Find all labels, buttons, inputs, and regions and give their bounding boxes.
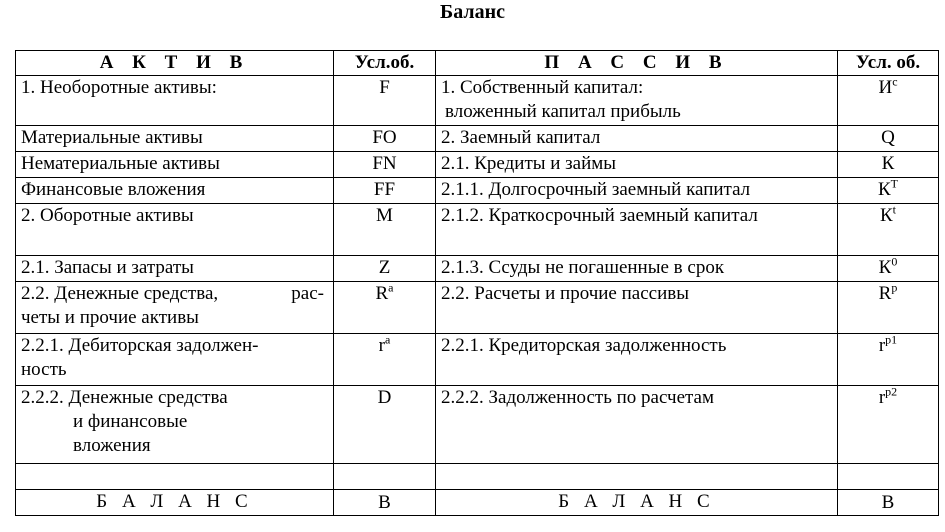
- table-row: [16, 178, 939, 204]
- aktiv-cell: [16, 334, 334, 386]
- aktiv-symbol-cell: M: [334, 204, 436, 256]
- symbol: К: [877, 179, 891, 200]
- symbol: R: [878, 283, 892, 304]
- passiv-cell: 2.2.1. Кредиторская задолженность: [436, 334, 838, 386]
- aktiv-symbol-cell: [334, 282, 436, 334]
- passiv-symbol-cell: К: [838, 152, 939, 178]
- passiv-cell: 2.1. Кредиты и займы: [436, 152, 838, 178]
- symbol-sup: t: [892, 203, 897, 217]
- empty-cell: [838, 464, 939, 490]
- aktiv-cell: [16, 386, 334, 464]
- symbol-sup: a: [385, 333, 391, 347]
- aktiv-line: ность: [21, 359, 67, 380]
- passiv-symbol-cell: Q: [838, 126, 939, 152]
- aktiv-symbol-cell: FN: [334, 152, 436, 178]
- passiv-cell: [436, 76, 838, 126]
- symbol-sup: p1: [885, 333, 898, 347]
- symbol: К: [878, 257, 892, 278]
- passiv-total-symbol: B: [838, 490, 939, 516]
- table-row: [16, 386, 939, 464]
- aktiv-line: [21, 282, 328, 306]
- aktiv-cell: 1. Необоротные активы:: [16, 76, 334, 126]
- aktiv-cell: Нематериальные активы: [16, 152, 334, 178]
- empty-row: [16, 464, 939, 490]
- aktiv-cell: Финансовые вложения: [16, 178, 334, 204]
- aktiv-line-start: 2.2. Денежные средства,: [21, 283, 219, 304]
- header-passiv: П А С С И В: [436, 51, 838, 76]
- header-aktiv: А К Т И В: [16, 51, 334, 76]
- aktiv-symbol-cell: F: [334, 76, 436, 126]
- passiv-line: вложенный капитал прибыль: [445, 101, 681, 122]
- aktiv-cell: 2.1. Запасы и затраты: [16, 256, 334, 282]
- passiv-total-label: Б А Л А Н С: [436, 490, 838, 516]
- passiv-cell: 2.1.1. Долгосрочный заемный капитал: [436, 178, 838, 204]
- symbol: r: [878, 335, 886, 356]
- passiv-symbol-cell: [838, 204, 939, 256]
- aktiv-line: вложения: [73, 435, 151, 456]
- balance-table: [15, 50, 939, 516]
- empty-cell: [16, 464, 334, 490]
- header-aktiv-symbol: Усл.об.: [334, 51, 436, 76]
- passiv-symbol-cell: [838, 178, 939, 204]
- symbol-sup: Т: [890, 177, 899, 191]
- table-row: [16, 282, 939, 334]
- table-row: [16, 126, 939, 152]
- passiv-symbol-cell: [838, 334, 939, 386]
- aktiv-line-end: рас-: [291, 283, 324, 304]
- table-row: [16, 152, 939, 178]
- passiv-cell: 2. Заемный капитал: [436, 126, 838, 152]
- empty-cell: [436, 464, 838, 490]
- passiv-cell: 2.1.2. Краткосрочный заемный капитал: [436, 204, 838, 256]
- aktiv-symbol-cell: [334, 334, 436, 386]
- passiv-line: 1. Собственный капитал:: [441, 77, 644, 98]
- aktiv-total-symbol: B: [334, 490, 436, 516]
- passiv-symbol-cell: [838, 386, 939, 464]
- passiv-cell: 2.2. Расчеты и прочие пассивы: [436, 282, 838, 334]
- aktiv-line: 2.2.1. Дебиторская задолжен-: [21, 335, 259, 356]
- passiv-symbol-cell: [838, 282, 939, 334]
- symbol: R: [375, 283, 389, 304]
- aktiv-symbol-cell: FF: [334, 178, 436, 204]
- table-row: [16, 76, 939, 126]
- header-row: [16, 51, 939, 76]
- table-row: [16, 334, 939, 386]
- aktiv-line: 2.2.2. Денежные средства: [21, 387, 228, 408]
- passiv-symbol-cell: [838, 256, 939, 282]
- aktiv-total-label: Б А Л А Н С: [16, 490, 334, 516]
- symbol-sup: a: [388, 281, 394, 295]
- table-row: [16, 256, 939, 282]
- passiv-symbol-cell: [838, 76, 939, 126]
- symbol-sup: с: [892, 75, 898, 89]
- symbol: r: [878, 387, 886, 408]
- symbol-sup: p2: [885, 385, 898, 399]
- symbol: r: [378, 335, 385, 356]
- aktiv-symbol-cell: Z: [334, 256, 436, 282]
- symbol-sup: p: [891, 281, 898, 295]
- aktiv-symbol-cell: FO: [334, 126, 436, 152]
- passiv-cell: 2.1.3. Ссуды не погашенные в срок: [436, 256, 838, 282]
- aktiv-symbol-cell: D: [334, 386, 436, 464]
- symbol: И: [878, 77, 893, 98]
- page-title: Баланс: [439, 1, 506, 23]
- table-row: [16, 204, 939, 256]
- aktiv-line: четы и прочие активы: [21, 307, 199, 328]
- aktiv-cell: 2. Оборотные активы: [16, 204, 334, 256]
- passiv-cell: 2.2.2. Задолженность по расчетам: [436, 386, 838, 464]
- aktiv-cell: Материальные активы: [16, 126, 334, 152]
- symbol: К: [879, 205, 893, 226]
- symbol-sup: 0: [891, 255, 898, 269]
- balance-total-row: [16, 490, 939, 516]
- empty-cell: [334, 464, 436, 490]
- aktiv-line: и финансовые: [73, 411, 188, 432]
- aktiv-cell: [16, 282, 334, 334]
- header-passiv-symbol: Усл. об.: [838, 51, 939, 76]
